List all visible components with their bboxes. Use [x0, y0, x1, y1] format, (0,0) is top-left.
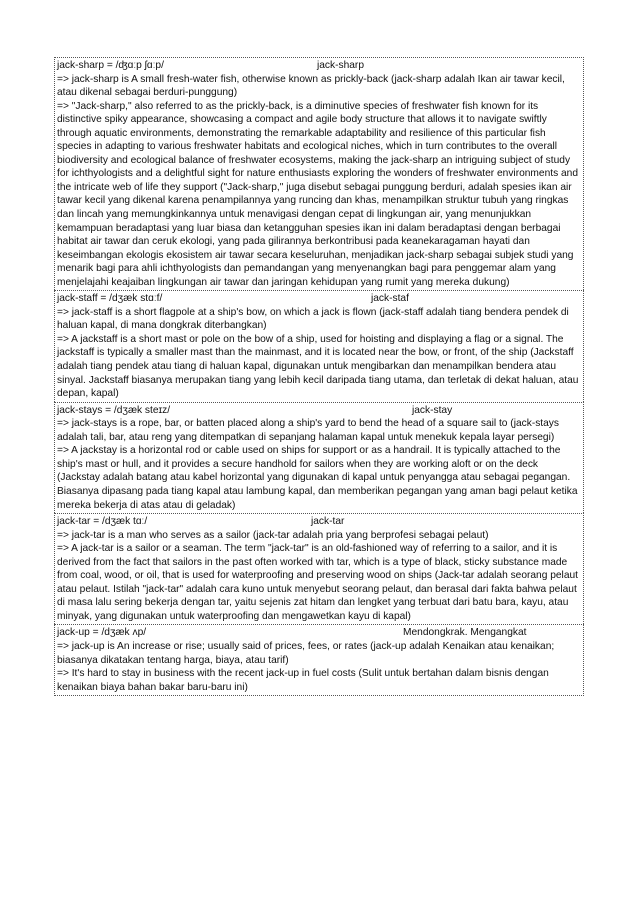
definition-line: => "Jack-sharp," also referred to as the prickly-back, is a diminutive species of freshwater fish known for its distinctive spiky appearance, showcasing a compact and agile body structure that allows it to navigate swiftly through aquatic environments, demonstrating the remarkable adaptability and resilience of this particular fish species in adapting to various freshwater habitats and ecological niches, which in turn contributes to the overall biodiversity and ecological balance of freshwater ecosystems, making the jack-sharp an intriguing subject of study for ichthyologists and a delightful sight for nature enthusiasts exploring the wonders of freshwater environments and the intricate web of life they support ("Jack-sharp," juga disebut sebagai punggung berduri, adalah spesies ikan air tawar kecil yang dikenal karena penampilannya yang runcing dan khas, menampilkan struktur tubuh yang ringkas dan lincah yang memungkinkannya untuk menavigasi dengan cepat di lingkungan air, yang menunjukkan kemampuan beradaptasi yang luar biasa dan ketangguhan spesies ikan ini dalam beradaptasi dengan berbagai habitat air tawar dan ceruk ekologi, yang pada gilirannya berkontribusi pada keanekaragaman hayati dan keseimbangan ekologis ekosistem air tawar secara keseluruhan, menjadikan jack-sharp sebagai subjek studi yang menarik bagi para ahli ichthyologists dan pemandangan yang menyenangkan bagi para penggemar alam yang menjelajahi keajaiban lingkungan air tawar dan jaringan kehidupan yang rumit yang mereka dukung) — [57, 100, 578, 288]
entry-header — [57, 292, 581, 306]
definition-line: => A jackstay is a horizontal rod or cable used on ships for support or as a handrail. It is typically attached to the ship's mast or hull, and it provides a secure handhold for sailors when they are working aloft or on the deck (Jackstay adalah batang atau kabel horizontal yang digunakan di kapal untuk penyangga atau sebagai pegangan. Biasanya dipasang pada tiang kapal atau lambung kapal, dan memberikan pegangan yang aman bagi pelaut ketika mereka bekerja di atas atau di geladak) — [57, 445, 578, 511]
headword: jack-stays = /dʒæk steɪz/ — [57, 404, 171, 416]
dictionary-entry-jack-up — [54, 624, 584, 696]
headword: jack-tar = /dʒæk tɑː/ — [57, 516, 148, 528]
dictionary-entry-jack-staff — [54, 290, 584, 401]
headword: jack-sharp = /ʤɑːp ʃɑːp/ — [57, 60, 164, 71]
definition-line: => jack-sharp is A small fresh-water fish, otherwise known as prickly-back (jack-sharp adalah Ikan air tawar kecil, atau dikenal sebagai berduri-punggung) — [57, 73, 565, 99]
headword: jack-up = /dʒæk ʌp/ — [57, 627, 147, 639]
entry-header — [57, 59, 581, 73]
translation: Mendongkrak. Mengangkat — [403, 627, 527, 639]
translation: jack-sharp — [317, 60, 364, 71]
definition-line: => jack-up is An increase or rise; usually said of prices, fees, or rates (jack-up adalah Kenaikan atau kenaikan; biasanya dikatakan tentang harga, biaya, atau tarif) — [57, 640, 555, 666]
entry-header — [57, 404, 581, 418]
dictionary-page — [54, 57, 584, 696]
definition-line: => It's hard to stay in business with the recent jack-up in fuel costs (Sulit untuk bertahan dalam bisnis dengan kenaikan biaya bahan bakar baru-baru ini) — [57, 668, 549, 693]
dictionary-entry-jack-stays — [54, 402, 584, 513]
translation: jack-staf — [371, 293, 409, 305]
headword: jack-staff = /dʒæk stɑːf/ — [57, 293, 163, 305]
entry-header — [57, 515, 581, 529]
definition-line: => A jack-tar is a sailor or a seaman. The term "jack-tar" is an old-fashioned way of referring to a sailor, and it is derived from the fact that sailors in the past often worked with tar, which is a type of black, sticky substance made from coal, wood, or oil, that is used for waterproofing and preserving wood on ships (Jack-tar adalah seorang pelaut atau pelaut. Istilah "jack-tar" adalah cara kuno untuk menyebut seorang pelaut, dan berasal dari fakta bahwa pelaut di masa lalu sering bekerja dengan tar, yaitu sejenis zat hitam dan lengket yang terbuat dari batu bara, kayu, atau minyak, yang digunakan untuk waterproofing dan mengawetkan kayu di kapal) — [57, 543, 578, 622]
definition-line: => jack-staff is a short flagpole at a ship's bow, on which a jack is flown (jack-staff adalah tiang bendera pendek di haluan kapal, di mana dongkrak diterbangkan) — [57, 306, 569, 332]
dictionary-entry-jack-sharp — [54, 57, 584, 290]
translation: jack-tar — [311, 516, 345, 528]
dictionary-entry-jack-tar — [54, 513, 584, 624]
definition-line: => jack-tar is a man who serves as a sailor (jack-tar adalah pria yang berprofesi sebagai pelaut) — [57, 529, 489, 541]
entry-header — [57, 626, 581, 640]
translation: jack-stay — [412, 404, 453, 416]
definition-line: => A jackstaff is a short mast or pole on the bow of a ship, used for hoisting and displaying a flag or a signal. The jackstaff is typically a smaller mast than the mainmast, and it is located near the bow, or front, of the ship (Jackstaff adalah tiang pendek atau tiang di haluan kapal, digunakan untuk mengibarkan dan menampilkan bendera atau sinyal. Jackstaff biasanya merupakan tiang yang lebih kecil daripada tiang utama, dan terletak di dekat haluan, atau depan, kapal) — [57, 333, 579, 400]
definition-line: => jack-stays is a rope, bar, or batten placed along a ship's yard to bend the head of a square sail to (jack-stays adalah tali, bar, atau reng yang ditempatkan di sepanjang halaman kapal untuk menekuk kepala layar persegi) — [57, 418, 559, 443]
